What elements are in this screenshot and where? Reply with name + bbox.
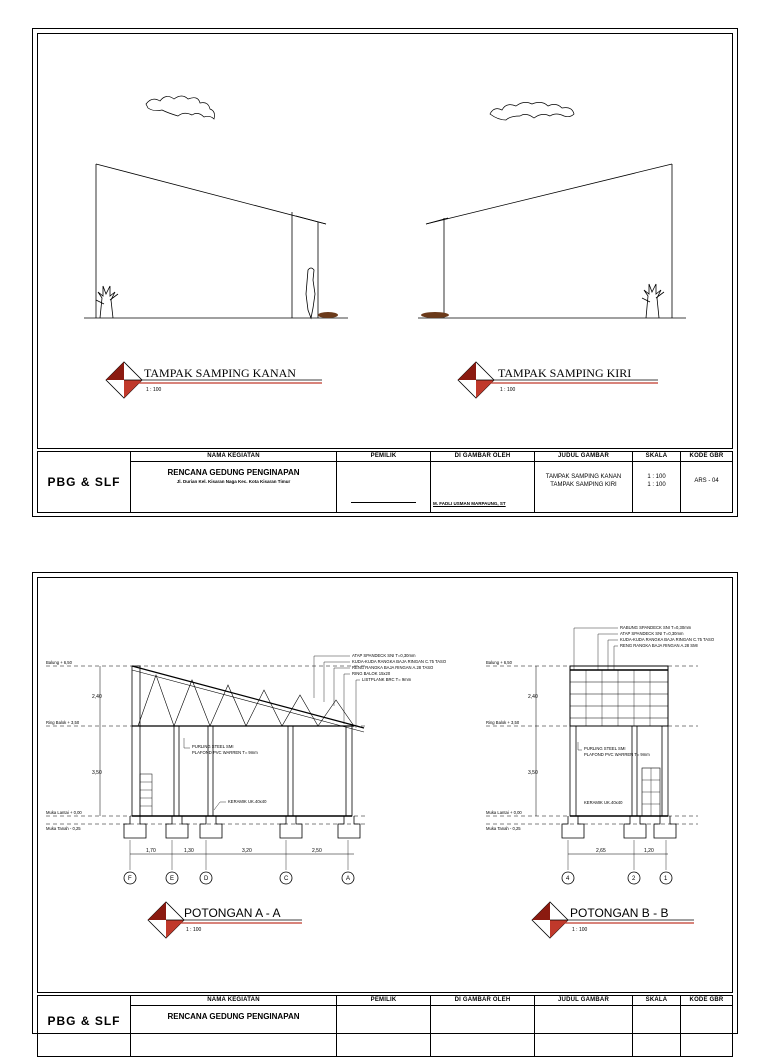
tb-judul: JUDUL GAMBAR [534,996,632,1056]
drawing-area-2 [37,577,733,993]
shrub-kiri [421,312,449,318]
axis-label: 4 [566,876,570,882]
drawing-sheet-1 [32,28,738,517]
note-label: PURLING STEEL SMI [584,746,626,751]
drawing-sheet-2 [32,572,738,1034]
tb-judul: JUDUL GAMBAR TAMPAK SAMPING KANAN TAMPAK SAMPING KIRI [534,452,632,512]
tb-pemilik: PEMILIK [336,996,430,1056]
tb-kode: KODE GBR ARS - 04 [680,452,732,512]
note-label: RENG RANGKA BAJA RINGAN A.28 SMI [620,643,698,648]
note-label: PLAFOND PVC WARREN T= 9mm [192,750,258,755]
axis-label: 1 [664,876,668,882]
view-title-a: POTONGAN A - A [184,906,281,920]
section-a-labels [46,653,447,882]
elevation-drawings [38,34,732,448]
level-label: Muka Tanah - 0,25 [486,826,521,831]
note-label: KERAMIK UK.40x40 [228,799,267,804]
view-scale-a: 1 : 100 [186,927,202,933]
note-label: KUDA-KUDA RANGKA BAJA RINGAN C.75 TASO [620,637,715,642]
level-label: Muka Tanah - 0,25 [46,826,81,831]
hdim-label: 2,50 [312,848,322,854]
vdim-label: 2,40 [92,694,102,700]
elevation-kanan [84,164,348,318]
note-label: RENG RANGKA BAJA RINGAN A.28 TASO [352,665,434,670]
note-label: ATAP SPANDECK SNI T=0,30mm [620,631,684,636]
axis-label: F [128,876,132,882]
project-title: RENCANA GEDUNG PENGINAPAN [167,1012,300,1021]
hdim-label: 2,65 [596,848,606,854]
level-label: Ring Balok + 3,50 [46,720,80,725]
level-label: Balung + 6,50 [486,660,512,665]
title-block-1 [37,451,733,513]
hdim-label: 1,70 [146,848,156,854]
axis-label: E [170,876,175,882]
brand-label: PBG & SLF [47,1014,121,1028]
hdim-label: 3,20 [242,848,252,854]
level-label: Muka Lantai + 0,00 [486,810,522,815]
note-label: KERAMIK UK.40x40 [584,800,623,805]
tb-kegiatan: NAMA KEGIATAN RENCANA GEDUNG PENGINAPAN Jl. Durian Kel. Kisaran Naga Kec. Kota Kisaran Timur [130,452,336,512]
tb-kegiatan: NAMA KEGIATAN RENCANA GEDUNG PENGINAPAN [130,996,336,1056]
brand-label: PBG & SLF [47,475,121,489]
tb-skala: SKALA 1 : 100 1 : 100 [632,452,680,512]
note-label: KUDA-KUDA RANGKA BAJA RINGAN C.75 TASO [352,659,447,664]
cloud-right [490,102,574,120]
note-label: RABUNG SPANDECK SNI T=0,30mm [620,625,692,630]
axis-label: 2 [632,876,636,882]
tb-skala: SKALA [632,996,680,1056]
tb-kode: KODE GBR [680,996,732,1056]
level-label: Ring Balok + 3,50 [486,720,520,725]
tb-digambar: DI GAMBAR OLEH [430,996,534,1056]
note-label: LISTPLANK BRC T= 9mm [362,677,412,682]
view-scale-b: 1 : 100 [572,927,588,933]
section-drawings [38,578,732,992]
note-label: RING BALOK 15x20 [352,671,391,676]
skala-line-2: 1 : 100 [647,482,666,488]
note-label: PLAFOND PVC WARREN T= 9mm [584,752,650,757]
signature-line [351,502,416,503]
shrub-kanan [318,312,338,318]
note-label: PURLING STEEL SMI [192,744,234,749]
axis-label: A [346,876,351,882]
project-address: Jl. Durian Kel. Kisaran Naga Kec. Kota Kisaran Timur [176,479,291,484]
tb-pemilik: PEMILIK [336,452,430,512]
skala-line-1: 1 : 100 [647,474,666,480]
tb-digambar: DI GAMBAR OLEH M. FADLI USMAN MARPAUNG, ST [430,452,534,512]
axis-label: D [204,876,209,882]
judul-line-1: TAMPAK SAMPING KANAN [545,474,622,480]
vdim-label: 3,50 [92,770,102,776]
axis-label: C [284,876,289,882]
view-scale-kanan: 1 : 100 [146,387,162,393]
note-label: ATAP SPANDECK SNI T=0,30mm [352,653,416,658]
hdim-label: 1,30 [184,848,194,854]
view-title-kanan: TAMPAK SAMPING KANAN [144,366,296,380]
section-b-labels [486,625,715,882]
project-title: RENCANA GEDUNG PENGINAPAN [167,468,300,477]
vdim-label: 3,50 [528,770,538,776]
level-label: Balung + 6,50 [46,660,72,665]
drawn-by: M. FADLI USMAN MARPAUNG, ST [433,501,506,506]
drawing-area-1 [37,33,733,449]
title-block-2 [37,995,733,1057]
view-title-kiri: TAMPAK SAMPING KIRI [498,366,632,380]
view-scale-kiri: 1 : 100 [500,387,516,393]
drawing-code: ARS - 04 [694,478,719,484]
elevation-kiri [418,164,686,318]
hdim-label: 1,20 [644,848,654,854]
vdim-label: 2,40 [528,694,538,700]
level-label: Muka Lantai + 0,00 [46,810,82,815]
judul-line-2: TAMPAK SAMPING KIRI [550,482,617,488]
view-title-b: POTONGAN B - B [570,906,669,920]
cloud-left [146,96,215,119]
